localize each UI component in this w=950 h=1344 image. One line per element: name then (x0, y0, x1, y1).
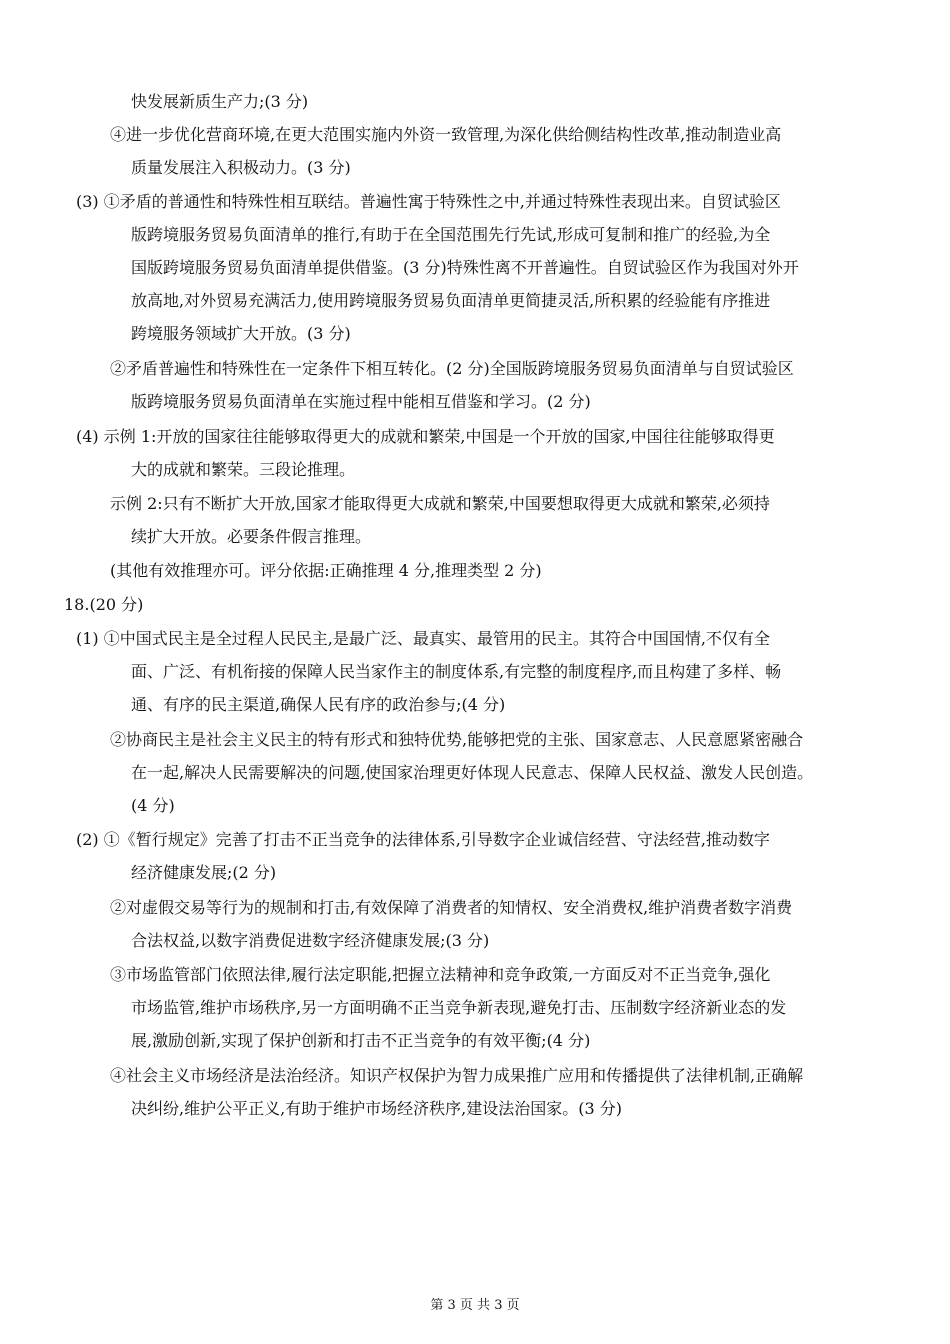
text-line: 经济健康发展;(2 分) (131, 863, 277, 882)
text-line: ③市场监管部门依照法律,履行法定职能,把握立法精神和竞争政策,一方面反对不正当竞争,强化 (110, 965, 771, 984)
text-line: ②协商民主是社会主义民主的特有形式和独特优势,能够把党的主张、国家意志、人民意愿紧密融合 (110, 730, 804, 749)
text-line: (3) ①矛盾的普通性和特殊性相互联结。普遍性寓于特殊性之中,并通过特殊性表现出来。自贸试验区 (76, 192, 781, 211)
text-line: (4) 示例 1:开放的国家往往能够取得更大的成就和繁荣,中国是一个开放的国家,中国往往能够取得更 (76, 427, 775, 446)
text-line: 面、广泛、有机衔接的保障人民当家作主的制度体系,有完整的制度程序,而且构建了多样、畅 (131, 662, 782, 681)
text-line: ④社会主义市场经济是法治经济。知识产权保护为智力成果推广应用和传播提供了法律机制,正确解 (110, 1066, 804, 1085)
text-line: 版跨境服务贸易负面清单在实施过程中能相互借鉴和学习。(2 分) (131, 392, 591, 411)
text-line: 跨境服务领域扩大开放。(3 分) (131, 324, 351, 343)
text-line: 版跨境服务贸易负面清单的推行,有助于在全国范围先行先试,形成可复制和推广的经验,为全 (131, 225, 771, 244)
text-line: ②矛盾普遍性和特殊性在一定条件下相互转化。(2 分)全国版跨境服务贸易负面清单与自贸试验区 (110, 359, 794, 378)
text-line: 续扩大开放。必要条件假言推理。 (131, 527, 372, 546)
question-number: 18.(20 分) (64, 595, 144, 614)
text-line: (2) ①《暂行规定》完善了打击不正当竞争的法律体系,引导数字企业诚信经营、守法经营,推动数字 (76, 830, 770, 849)
text-line: ②对虚假交易等行为的规制和打击,有效保障了消费者的知情权、安全消费权,维护消费者数字消费 (110, 898, 793, 917)
text-line: (1) ①中国式民主是全过程人民民主,是最广泛、最真实、最管用的民主。其符合中国国情,不仅有全 (76, 629, 770, 648)
text-line: 合法权益,以数字消费促进数字经济健康发展;(3 分) (131, 931, 490, 950)
page-footer: 第 3 页 共 3 页 (430, 1298, 520, 1313)
text-line: 在一起,解决人民需要解决的问题,使国家治理更好体现人民意志、保障人民权益、激发人民创造。 (131, 763, 814, 782)
text-line: 快发展新质生产力;(3 分) (131, 92, 309, 111)
text-line: 放高地,对外贸易充满活力,使用跨境服务贸易负面清单更简捷灵活,所积累的经验能有序推进 (131, 291, 771, 310)
text-line: 国版跨境服务贸易负面清单提供借鉴。(3 分)特殊性离不开普遍性。自贸试验区作为我国对外开 (131, 258, 799, 277)
text-line: 通、有序的民主渠道,确保人民有序的政治参与;(4 分) (131, 695, 506, 714)
text-line: 市场监管,维护市场秩序,另一方面明确不正当竞争新表现,避免打击、压制数字经济新业态的发 (131, 998, 787, 1017)
text-line: ④进一步优化营商环境,在更大范围实施内外资一致管理,为深化供给侧结构性改革,推动制造业高 (110, 125, 782, 144)
text-line: (其他有效推理亦可。评分依据:正确推理 4 分,推理类型 2 分) (110, 561, 542, 580)
text-line: 示例 2:只有不断扩大开放,国家才能取得更大成就和繁荣,中国要想取得更大成就和繁荣,必须持 (110, 494, 770, 513)
text-line: (4 分) (131, 796, 175, 815)
text-line: 展,激励创新,实现了保护创新和打击不正当竞争的有效平衡;(4 分) (131, 1031, 591, 1050)
text-line: 质量发展注入积极动力。(3 分) (131, 158, 351, 177)
text-line: 决纠纷,维护公平正义,有助于维护市场经济秩序,建设法治国家。(3 分) (131, 1099, 623, 1118)
text-line: 大的成就和繁荣。三段论推理。 (131, 460, 356, 479)
